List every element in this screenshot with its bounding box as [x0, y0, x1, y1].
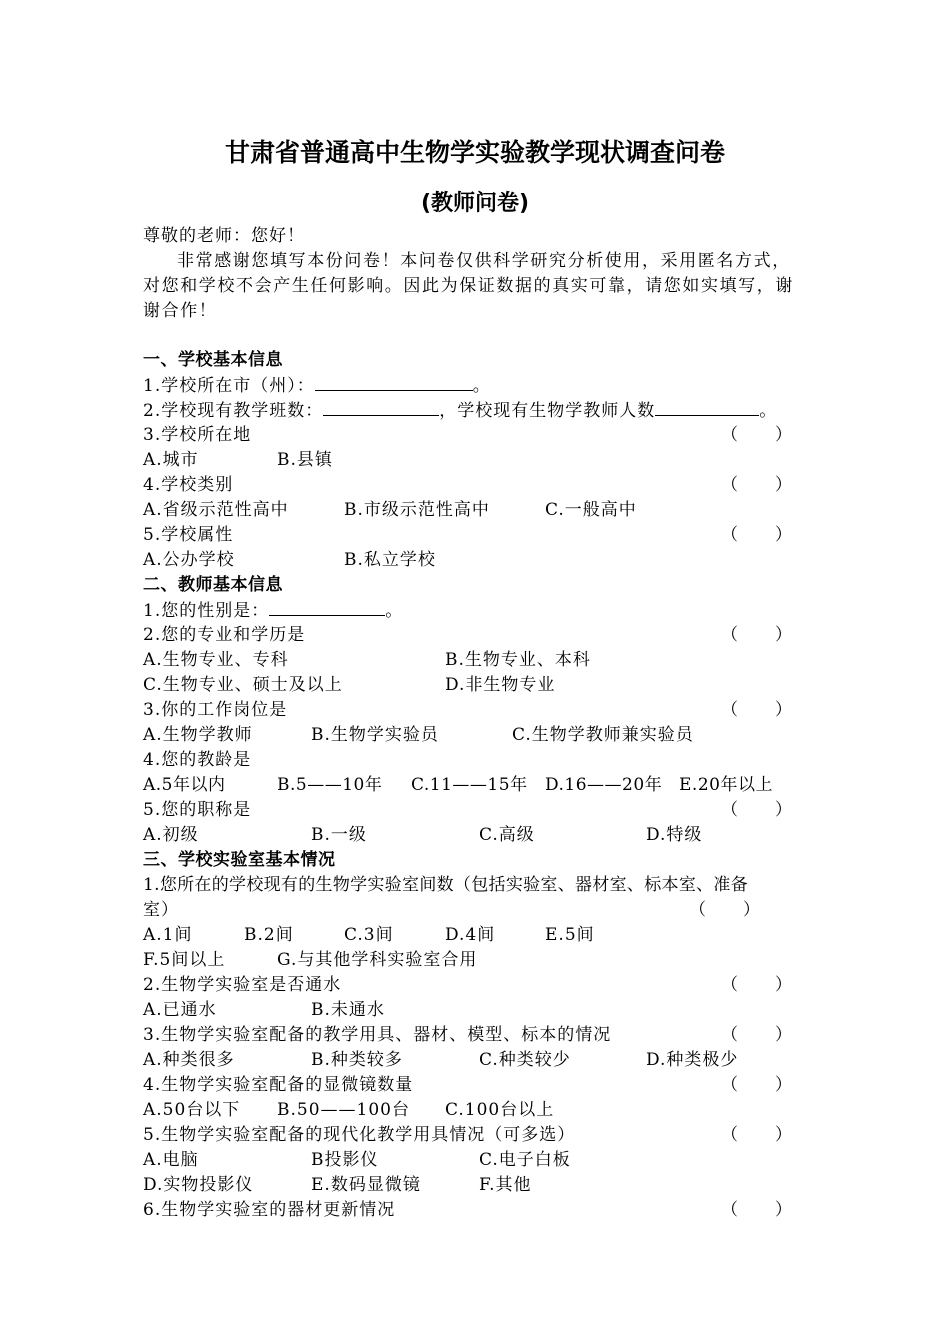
option[interactable]: A.省级示范性高中 [143, 500, 289, 520]
option[interactable]: D.种类极少 [646, 1050, 739, 1070]
option[interactable]: A.5年以内 [143, 775, 226, 795]
answer-paren[interactable]: （ ） [721, 1075, 793, 1095]
section-heading-school-info: 一、学校基本信息 [143, 350, 283, 370]
options-major-degree-1 [143, 648, 808, 673]
option[interactable]: C.一般高中 [545, 500, 637, 520]
question-text: 5.您的职称是 [143, 800, 252, 820]
options-job-position [143, 723, 808, 748]
option[interactable]: A.1间 [143, 925, 193, 945]
option[interactable]: B.未通水 [311, 1000, 385, 1020]
answer-paren[interactable]: （ ） [721, 475, 793, 495]
class-count-blank[interactable] [323, 398, 439, 416]
question-job-position [143, 698, 808, 723]
greeting: 尊敬的老师：您好！ [143, 226, 305, 246]
question-text: 4.生物学实验室配备的显微镜数量 [143, 1075, 414, 1095]
option[interactable]: F.5间以上 [143, 950, 226, 970]
question-gender [143, 598, 808, 623]
option[interactable]: E.数码显微镜 [311, 1175, 421, 1195]
question-text: 3.学校所在地 [143, 425, 252, 445]
question-modern-tools [143, 1123, 808, 1148]
page-title: 甘肃省普通高中生物学实验教学现状调查问卷 [224, 138, 725, 167]
options-major-degree-2 [143, 673, 808, 698]
answer-paren[interactable]: （ ） [721, 800, 793, 820]
option[interactable]: A.生物专业、专科 [143, 650, 289, 670]
question-school-attribute [143, 523, 808, 548]
options-modern-tools-2 [143, 1173, 808, 1198]
question-title-rank [143, 798, 808, 823]
option[interactable]: D.特级 [646, 825, 703, 845]
teacher-count-blank[interactable] [655, 398, 759, 416]
question-text: 4.您的教龄是 [143, 750, 252, 770]
option[interactable]: B.2间 [244, 925, 294, 945]
question-teaching-years [143, 748, 808, 773]
question-text: 1.您的性别是： [143, 601, 270, 621]
question-school-type [143, 473, 808, 498]
option[interactable]: A.生物学教师 [143, 725, 253, 745]
punctuation: 。 [385, 601, 404, 621]
answer-paren[interactable]: （ ） [721, 625, 793, 645]
option[interactable]: E.20年以上 [679, 775, 773, 795]
options-microscope-count [143, 1098, 808, 1123]
question-text: 3.你的工作岗位是 [143, 700, 288, 720]
option[interactable]: B.生物学实验员 [311, 725, 439, 745]
option[interactable]: D.非生物专业 [445, 675, 556, 695]
options-modern-tools-1 [143, 1148, 808, 1173]
option[interactable]: B投影仪 [311, 1150, 379, 1170]
option[interactable]: B.5——10年 [277, 775, 383, 795]
city-blank[interactable] [315, 373, 473, 391]
punctuation: 。 [472, 376, 491, 396]
question-school-city [143, 373, 808, 398]
options-equipment-variety [143, 1048, 808, 1073]
option[interactable]: B.50——100台 [277, 1100, 410, 1120]
question-equipment-update [143, 1198, 808, 1223]
question-text: 5.学校属性 [143, 525, 234, 545]
option[interactable]: E.5间 [545, 925, 595, 945]
question-major-degree [143, 623, 808, 648]
answer-paren[interactable]: （ ） [721, 525, 793, 545]
option[interactable]: C.3间 [344, 925, 394, 945]
option[interactable]: G.与其他学科实验室合用 [277, 950, 478, 970]
option[interactable]: B.一级 [311, 825, 367, 845]
question-text: 5.生物学实验室配备的现代化教学用具情况（可多选） [143, 1125, 576, 1145]
question-text: ，学校现有生物学教师人数 [439, 401, 656, 421]
option[interactable]: A.城市 [143, 450, 199, 470]
section-heading-teacher-info: 二、教师基本信息 [143, 575, 283, 595]
option[interactable]: B.种类较多 [311, 1050, 403, 1070]
answer-paren[interactable]: （ ） [721, 975, 793, 995]
question-text: 1.学校所在市（州）： [143, 376, 315, 396]
question-equipment-variety [143, 1023, 808, 1048]
question-text: 4.学校类别 [143, 475, 234, 495]
option[interactable]: C.种类较少 [479, 1050, 571, 1070]
question-text: 2.生物学实验室是否通水 [143, 975, 342, 995]
answer-paren[interactable]: （ ） [721, 700, 793, 720]
option[interactable]: D.实物投影仪 [143, 1175, 254, 1195]
answer-paren[interactable]: （ ） [689, 900, 761, 920]
options-water-supply [143, 998, 808, 1023]
option[interactable]: A.初级 [143, 825, 199, 845]
answer-paren[interactable]: （ ） [721, 1200, 793, 1220]
question-class-count [143, 398, 808, 423]
option[interactable]: B.生物专业、本科 [445, 650, 591, 670]
gender-blank[interactable] [269, 598, 385, 616]
options-lab-count-1 [143, 923, 808, 948]
question-text: 室） [143, 900, 179, 920]
options-teaching-years [143, 773, 808, 798]
options-school-location [143, 448, 808, 473]
option[interactable]: C.生物学教师兼实验员 [512, 725, 694, 745]
section-heading-lab-info: 三、学校实验室基本情况 [143, 850, 336, 870]
answer-paren[interactable]: （ ） [721, 1025, 793, 1045]
option[interactable]: B.私立学校 [344, 550, 436, 570]
option[interactable]: D.16——20年 [545, 775, 663, 795]
question-lab-count [143, 873, 808, 898]
option[interactable]: B.市级示范性高中 [344, 500, 490, 520]
question-text: 6.生物学实验室的器材更新情况 [143, 1200, 396, 1220]
option[interactable]: B.县镇 [277, 450, 333, 470]
option[interactable]: C.11——15年 [411, 775, 528, 795]
question-microscope-count [143, 1073, 808, 1098]
options-lab-count-2 [143, 948, 808, 973]
option[interactable]: A.种类很多 [143, 1050, 235, 1070]
page-subtitle: (教师问卷) [420, 191, 530, 216]
option[interactable]: A.电脑 [143, 1150, 199, 1170]
question-school-location [143, 423, 808, 448]
option[interactable]: C.100台以上 [445, 1100, 555, 1120]
options-school-type [143, 498, 808, 523]
question-text: 3.生物学实验室配备的教学用具、器材、模型、标本的情况 [143, 1025, 612, 1045]
options-title-rank [143, 823, 808, 848]
option[interactable]: A.50台以下 [143, 1100, 241, 1120]
option[interactable]: C.高级 [479, 825, 535, 845]
punctuation: 。 [759, 401, 778, 421]
question-text: 1.您所在的学校现有的生物学实验室间数（包括实验室、器材室、标本室、准备 [143, 875, 749, 895]
question-text: 2.您的专业和学历是 [143, 625, 306, 645]
option[interactable]: D.4间 [445, 925, 496, 945]
intro-paragraph: 非常感谢您填写本份问卷！本问卷仅供科学研究分析使用，采用匿名方式，对您和学校不会产生任何影响。因此为保证数据的真实可靠，请您如实填写，谢谢合作！ [143, 251, 794, 321]
option[interactable]: A.公办学校 [143, 550, 235, 570]
question-text: 2.学校现有教学班数： [143, 401, 324, 421]
answer-paren[interactable]: （ ） [721, 1125, 793, 1145]
option[interactable]: C.电子白板 [479, 1150, 571, 1170]
question-lab-count-cont [143, 898, 808, 923]
question-water-supply [143, 973, 808, 998]
option[interactable]: C.生物专业、硕士及以上 [143, 675, 343, 695]
option[interactable]: A.已通水 [143, 1000, 217, 1020]
options-school-attribute [143, 548, 808, 573]
answer-paren[interactable]: （ ） [721, 425, 793, 445]
option[interactable]: F.其他 [479, 1175, 532, 1195]
